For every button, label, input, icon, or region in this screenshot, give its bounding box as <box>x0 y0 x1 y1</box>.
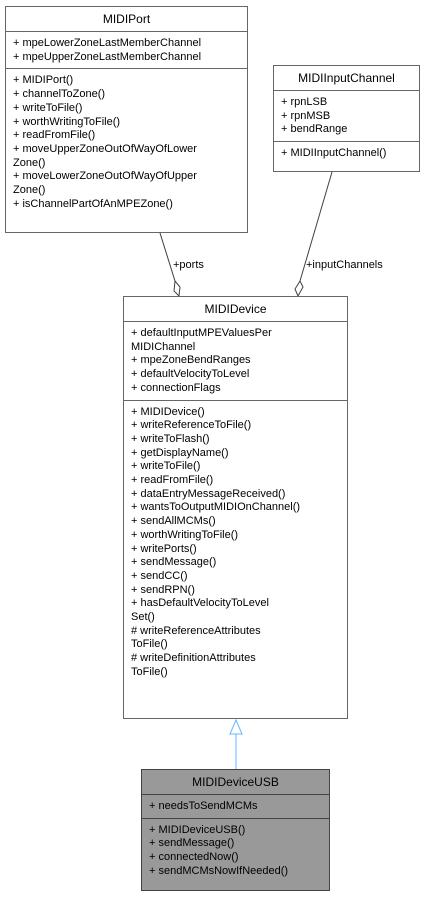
member-line: + mpeUpperZoneLastMemberChannel <box>13 50 202 63</box>
member-line: + dataEntryMessageReceived() <box>131 487 286 500</box>
member-line: + sendRPN() <box>131 583 195 596</box>
member-line: # writeReferenceAttributes <box>131 624 261 637</box>
ports-aggregation-diamond <box>174 281 180 296</box>
member-line: + bendRange <box>281 123 348 136</box>
member-line: + writeToFile() <box>13 101 83 114</box>
class-midiinputchannel-title: MIDIInputChannel <box>274 66 419 91</box>
member-line: + needsToSendMCMs <box>149 800 258 812</box>
member-line: + sendMessage() <box>131 556 217 569</box>
member-line: + wantsToOutputMIDIOnChannel() <box>131 501 301 514</box>
member-line: + writeToFile() <box>131 460 201 473</box>
class-midiinputchannel[interactable] <box>273 65 420 172</box>
inheritance-arrowhead <box>230 720 242 734</box>
class-midiport-attributes <box>6 32 247 68</box>
class-mididevice[interactable] <box>123 296 348 719</box>
member-line: + moveUpperZoneOutOfWayOfLower <box>13 142 197 155</box>
member-line: + writeToFlash() <box>131 432 210 445</box>
class-midiport[interactable] <box>5 6 248 233</box>
member-line: + channelToZone() <box>13 88 106 101</box>
member-line: MIDIChannel <box>131 340 196 353</box>
member-line: + MIDIInputChannel() <box>281 147 387 160</box>
member-line: + sendMCMsNowIfNeeded() <box>149 864 289 877</box>
member-line: + connectionFlags <box>131 381 221 394</box>
class-mididevice-attributes <box>124 322 347 400</box>
class-mididevice-usb[interactable] <box>141 769 330 891</box>
member-line: + getDisplayName() <box>131 446 229 459</box>
member-line: Zone() <box>13 184 46 197</box>
member-line: + defaultInputMPEValuesPer <box>131 327 272 339</box>
member-line: + readFromFile() <box>131 474 214 487</box>
class-mididevice-usb-attributes <box>142 795 329 818</box>
member-line: + MIDIPort() <box>13 74 74 87</box>
member-line: + mpeZoneBendRanges <box>131 354 251 367</box>
member-line: + sendAllMCMs() <box>131 515 216 528</box>
member-line: + sendCC() <box>131 569 188 582</box>
member-line: ToFile() <box>131 665 168 678</box>
member-line: + sendMessage() <box>149 837 235 850</box>
member-line: + moveLowerZoneOutOfWayOfUpper <box>13 170 197 183</box>
class-midiinputchannel-attributes <box>274 91 419 141</box>
class-mididevice-methods <box>124 400 347 684</box>
input-channels-edge-label: +inputChannels <box>306 259 383 271</box>
member-line: + rpnLSB <box>281 96 328 108</box>
member-line: + MIDIDevice() <box>131 405 205 418</box>
member-line: + worthWritingToFile() <box>131 528 239 541</box>
member-line: + writePorts() <box>131 542 197 555</box>
class-mididevice-usb-title: MIDIDeviceUSB <box>142 770 329 795</box>
ports-association-line <box>160 233 175 281</box>
class-midiport-methods <box>6 68 247 215</box>
member-line: + readFromFile() <box>13 129 96 142</box>
class-midiport-title: MIDIPort <box>6 7 247 32</box>
member-line: + defaultVelocityToLevel <box>131 368 250 381</box>
class-mididevice-title: MIDIDevice <box>124 297 347 322</box>
class-midiinputchannel-methods <box>274 141 419 165</box>
member-line: + rpnMSB <box>281 109 331 122</box>
member-line: Set() <box>131 611 155 624</box>
member-line: + isChannelPartOfAnMPEZone() <box>13 197 173 210</box>
member-line: + hasDefaultVelocityToLevel <box>131 597 269 610</box>
member-line: + worthWritingToFile() <box>13 115 121 128</box>
class-mididevice-usb-methods <box>142 818 329 883</box>
member-line: + MIDIDeviceUSB() <box>149 823 246 836</box>
input-channels-aggregation-diamond <box>295 281 303 296</box>
member-line: + mpeLowerZoneLastMemberChannel <box>13 37 202 49</box>
member-line: + connectedNow() <box>149 851 239 864</box>
member-line: ToFile() <box>131 638 168 651</box>
ports-edge-label: +ports <box>173 259 204 271</box>
member-line: + writeReferenceToFile() <box>131 419 252 432</box>
member-line: # writeDefinitionAttributes <box>131 652 256 665</box>
member-line: Zone() <box>13 156 46 169</box>
